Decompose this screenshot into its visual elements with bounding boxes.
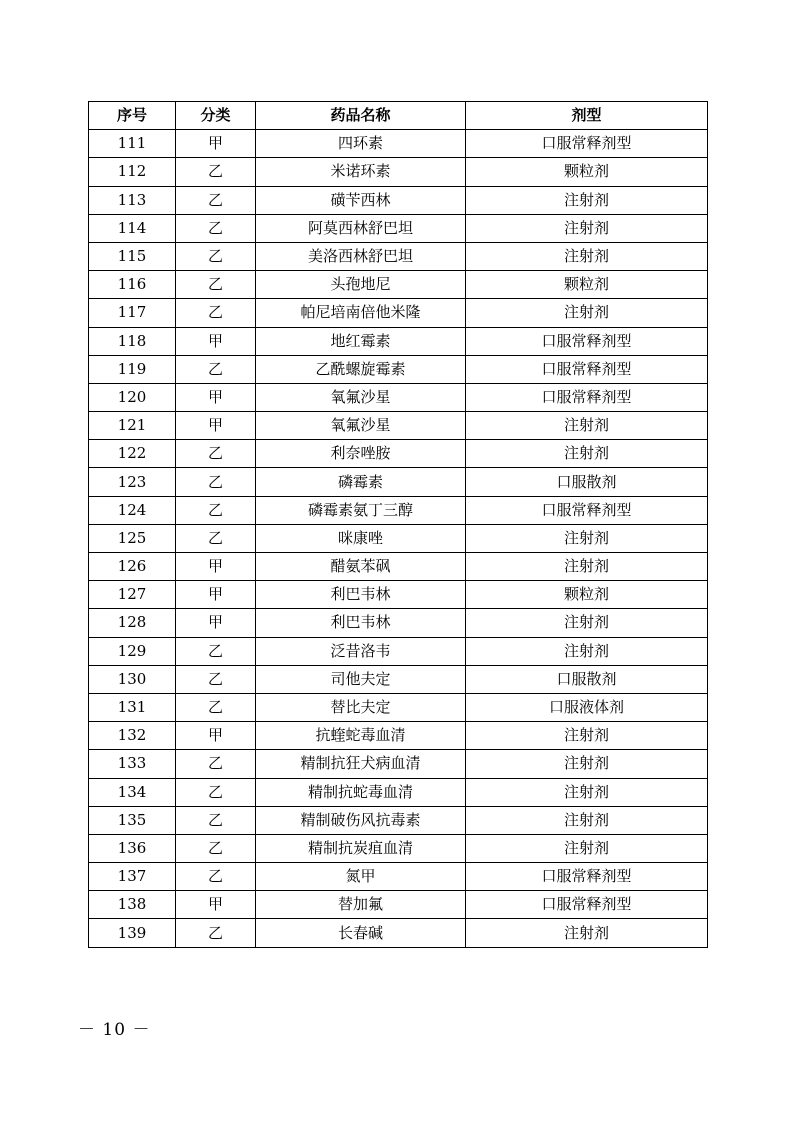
cell-category: 乙 [176, 496, 256, 524]
cell-category: 乙 [176, 214, 256, 242]
cell-dosage-form: 口服常释剂型 [466, 383, 708, 411]
cell-drug-name: 磷霉素 [256, 468, 466, 496]
cell-category: 乙 [176, 524, 256, 552]
cell-dosage-form: 注射剂 [466, 834, 708, 862]
cell-seq: 124 [89, 496, 176, 524]
cell-category: 乙 [176, 158, 256, 186]
cell-category: 乙 [176, 919, 256, 947]
table-row [89, 750, 708, 778]
cell-dosage-form: 口服散剂 [466, 665, 708, 693]
page-number: － 10 － [78, 1020, 151, 1040]
cell-seq: 119 [89, 355, 176, 383]
cell-category: 乙 [176, 750, 256, 778]
cell-category: 乙 [176, 242, 256, 270]
cell-seq: 134 [89, 778, 176, 806]
cell-seq: 112 [89, 158, 176, 186]
table-row [89, 496, 708, 524]
table-row [89, 722, 708, 750]
cell-drug-name: 美洛西林舒巴坦 [256, 242, 466, 270]
cell-dosage-form: 注射剂 [466, 609, 708, 637]
cell-drug-name: 咪康唑 [256, 524, 466, 552]
table-row [89, 327, 708, 355]
table-row [89, 863, 708, 891]
cell-seq: 129 [89, 637, 176, 665]
cell-drug-name: 氮甲 [256, 863, 466, 891]
cell-dosage-form: 注射剂 [466, 750, 708, 778]
cell-seq: 113 [89, 186, 176, 214]
cell-seq: 118 [89, 327, 176, 355]
cell-drug-name: 泛昔洛韦 [256, 637, 466, 665]
cell-seq: 135 [89, 806, 176, 834]
cell-category: 乙 [176, 186, 256, 214]
cell-drug-name: 头孢地尼 [256, 271, 466, 299]
cell-dosage-form: 口服散剂 [466, 468, 708, 496]
table-row [89, 271, 708, 299]
cell-dosage-form: 注射剂 [466, 778, 708, 806]
table-header-row [89, 102, 708, 130]
cell-category: 乙 [176, 440, 256, 468]
cell-dosage-form: 口服液体剂 [466, 693, 708, 721]
cell-category: 甲 [176, 891, 256, 919]
table-row [89, 637, 708, 665]
cell-category: 甲 [176, 609, 256, 637]
cell-category: 乙 [176, 806, 256, 834]
cell-dosage-form: 口服常释剂型 [466, 355, 708, 383]
cell-dosage-form: 颗粒剂 [466, 158, 708, 186]
cell-category: 甲 [176, 412, 256, 440]
cell-drug-name: 阿莫西林舒巴坦 [256, 214, 466, 242]
cell-drug-name: 地红霉素 [256, 327, 466, 355]
cell-drug-name: 替加氟 [256, 891, 466, 919]
cell-seq: 120 [89, 383, 176, 411]
cell-drug-name: 乙酰螺旋霉素 [256, 355, 466, 383]
cell-drug-name: 米诺环素 [256, 158, 466, 186]
cell-category: 甲 [176, 327, 256, 355]
table-row [89, 524, 708, 552]
cell-drug-name: 氧氟沙星 [256, 383, 466, 411]
cell-category: 甲 [176, 722, 256, 750]
cell-seq: 137 [89, 863, 176, 891]
cell-drug-name: 替比夫定 [256, 693, 466, 721]
cell-drug-name: 利巴韦林 [256, 609, 466, 637]
header-seq: 序号 [89, 102, 176, 130]
cell-category: 乙 [176, 863, 256, 891]
cell-category: 甲 [176, 130, 256, 158]
table-row [89, 693, 708, 721]
cell-category: 乙 [176, 355, 256, 383]
cell-category: 乙 [176, 468, 256, 496]
cell-dosage-form: 注射剂 [466, 806, 708, 834]
cell-seq: 114 [89, 214, 176, 242]
cell-seq: 126 [89, 553, 176, 581]
cell-category: 乙 [176, 271, 256, 299]
cell-drug-name: 司他夫定 [256, 665, 466, 693]
cell-dosage-form: 注射剂 [466, 722, 708, 750]
table-row [89, 299, 708, 327]
cell-dosage-form: 口服常释剂型 [466, 496, 708, 524]
cell-dosage-form: 注射剂 [466, 553, 708, 581]
cell-seq: 128 [89, 609, 176, 637]
cell-seq: 116 [89, 271, 176, 299]
cell-category: 乙 [176, 299, 256, 327]
cell-category: 乙 [176, 693, 256, 721]
cell-drug-name: 精制抗炭疽血清 [256, 834, 466, 862]
cell-seq: 115 [89, 242, 176, 270]
header-drug-name: 药品名称 [256, 102, 466, 130]
cell-dosage-form: 口服常释剂型 [466, 130, 708, 158]
cell-seq: 125 [89, 524, 176, 552]
cell-dosage-form: 口服常释剂型 [466, 863, 708, 891]
cell-drug-name: 氧氟沙星 [256, 412, 466, 440]
cell-dosage-form: 注射剂 [466, 186, 708, 214]
cell-drug-name: 利巴韦林 [256, 581, 466, 609]
table-row [89, 242, 708, 270]
cell-drug-name: 磷霉素氨丁三醇 [256, 496, 466, 524]
cell-seq: 122 [89, 440, 176, 468]
cell-seq: 132 [89, 722, 176, 750]
cell-dosage-form: 注射剂 [466, 919, 708, 947]
cell-dosage-form: 注射剂 [466, 524, 708, 552]
cell-drug-name: 利奈唑胺 [256, 440, 466, 468]
cell-seq: 136 [89, 834, 176, 862]
cell-dosage-form: 注射剂 [466, 214, 708, 242]
cell-seq: 117 [89, 299, 176, 327]
cell-category: 甲 [176, 383, 256, 411]
cell-category: 甲 [176, 581, 256, 609]
cell-seq: 111 [89, 130, 176, 158]
cell-drug-name: 精制破伤风抗毒素 [256, 806, 466, 834]
table-row [89, 383, 708, 411]
cell-seq: 133 [89, 750, 176, 778]
cell-category: 乙 [176, 778, 256, 806]
table-row [89, 468, 708, 496]
table-row [89, 130, 708, 158]
table-row [89, 553, 708, 581]
table-body [89, 130, 708, 947]
table-row [89, 806, 708, 834]
cell-dosage-form: 注射剂 [466, 440, 708, 468]
cell-seq: 139 [89, 919, 176, 947]
cell-seq: 130 [89, 665, 176, 693]
cell-category: 乙 [176, 834, 256, 862]
cell-dosage-form: 注射剂 [466, 242, 708, 270]
cell-drug-name: 抗蝰蛇毒血清 [256, 722, 466, 750]
table-row [89, 665, 708, 693]
table-row [89, 891, 708, 919]
cell-drug-name: 醋氨苯砜 [256, 553, 466, 581]
cell-dosage-form: 注射剂 [466, 299, 708, 327]
cell-seq: 123 [89, 468, 176, 496]
cell-category: 乙 [176, 665, 256, 693]
cell-dosage-form: 口服常释剂型 [466, 327, 708, 355]
cell-seq: 127 [89, 581, 176, 609]
cell-seq: 131 [89, 693, 176, 721]
cell-drug-name: 帕尼培南倍他米隆 [256, 299, 466, 327]
table-row [89, 355, 708, 383]
table-row [89, 186, 708, 214]
table-row [89, 440, 708, 468]
cell-dosage-form: 注射剂 [466, 637, 708, 665]
cell-dosage-form: 口服常释剂型 [466, 891, 708, 919]
cell-drug-name: 四环素 [256, 130, 466, 158]
cell-drug-name: 精制抗蛇毒血清 [256, 778, 466, 806]
table-row [89, 834, 708, 862]
cell-category: 甲 [176, 553, 256, 581]
table-row [89, 412, 708, 440]
table-row [89, 581, 708, 609]
cell-category: 乙 [176, 637, 256, 665]
header-category: 分类 [176, 102, 256, 130]
cell-drug-name: 精制抗狂犬病血清 [256, 750, 466, 778]
cell-dosage-form: 注射剂 [466, 412, 708, 440]
table-row [89, 214, 708, 242]
cell-dosage-form: 颗粒剂 [466, 271, 708, 299]
table-row [89, 778, 708, 806]
cell-dosage-form: 颗粒剂 [466, 581, 708, 609]
drug-list-table [88, 101, 708, 948]
cell-drug-name: 长春碱 [256, 919, 466, 947]
cell-seq: 138 [89, 891, 176, 919]
table-row [89, 919, 708, 947]
cell-drug-name: 磺苄西林 [256, 186, 466, 214]
header-dosage-form: 剂型 [466, 102, 708, 130]
table-row [89, 158, 708, 186]
cell-seq: 121 [89, 412, 176, 440]
table-row [89, 609, 708, 637]
